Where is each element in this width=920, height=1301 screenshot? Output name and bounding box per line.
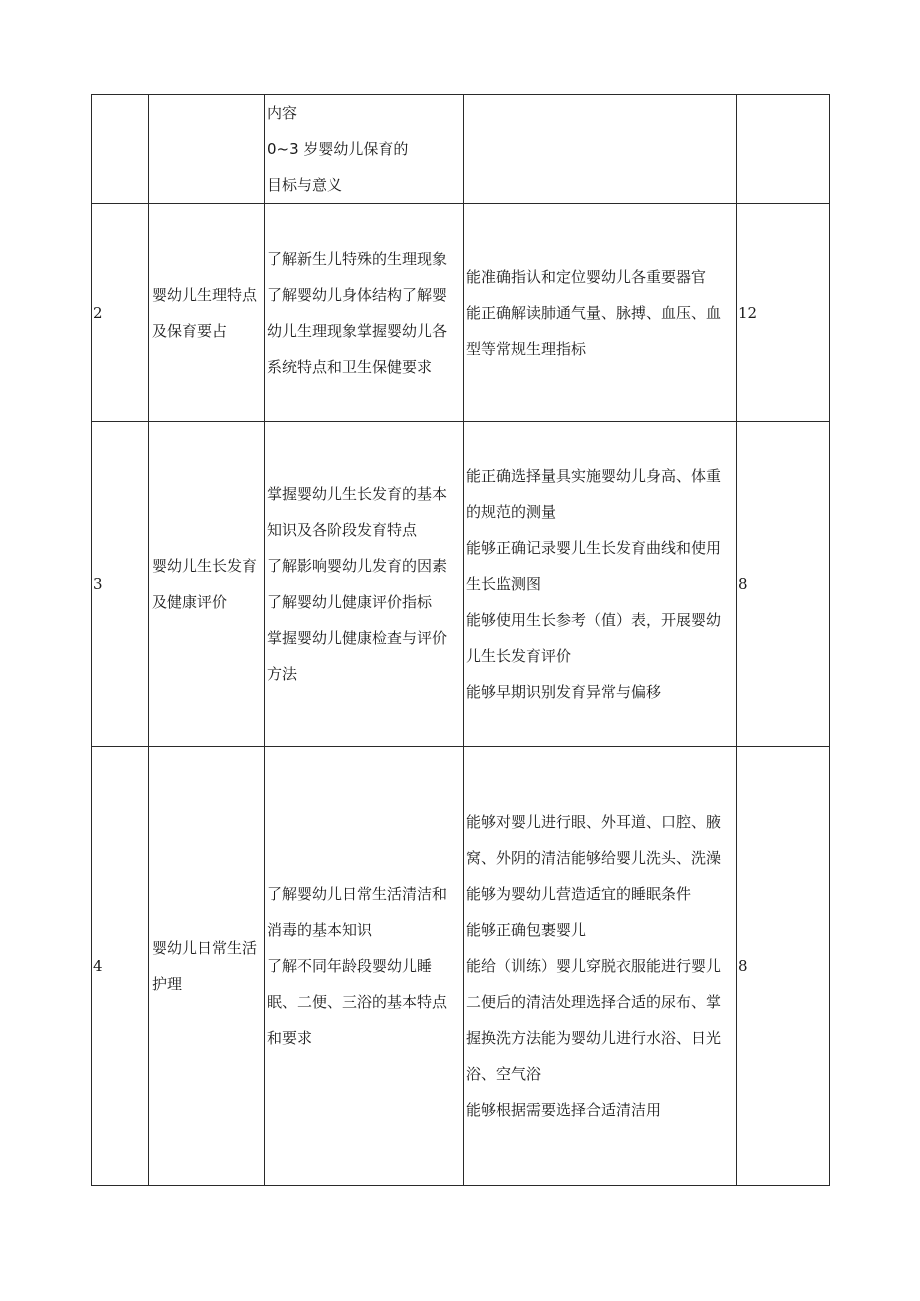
skill-line: 能够对婴儿进行眼、外耳道、口腔、腋窝、外阴的清洁能够给婴儿洗头、洗澡 bbox=[466, 813, 722, 867]
skill-line: 能正确解读肺通气量、脉搏、血压、血型等常规生理指标 bbox=[466, 303, 722, 358]
cell-number bbox=[92, 95, 149, 204]
cell-hours: 8 bbox=[737, 747, 830, 1186]
cell-knowledge bbox=[265, 204, 464, 422]
skill-line: 能正确选择量具实施婴幼儿身高、体重的规范的测量 bbox=[466, 467, 722, 521]
skill-line: 能够根据需要选择合适清洁用 bbox=[466, 1101, 662, 1119]
cell-hours: 8 bbox=[737, 422, 830, 747]
cell-knowledge bbox=[265, 422, 464, 747]
knowledge-line: 了解婴幼儿日常生活清洁和消毒的基本知识 bbox=[267, 885, 448, 939]
cell-knowledge bbox=[265, 95, 464, 204]
skill-line: 能给（训练）婴儿穿脱衣服能进行婴儿二便后的清洁处理选择合适的尿布、掌握换洗方法能为婴幼儿进行水浴、日光浴、空气浴 bbox=[466, 957, 722, 1083]
knowledge-line: 0~3 岁婴幼儿保育的 bbox=[267, 140, 409, 158]
knowledge-line: 了解新生儿特殊的生理现象 bbox=[267, 249, 448, 268]
syllabus-table bbox=[91, 94, 830, 1186]
knowledge-line: 了解婴幼儿身体结构了解婴幼儿生理现象掌握婴幼儿各系统特点和卫生保健要求 bbox=[267, 285, 448, 376]
table-row bbox=[92, 95, 830, 204]
skill-line: 能够早期识别发育异常与偏移 bbox=[466, 683, 662, 701]
cell-skills bbox=[464, 204, 737, 422]
knowledge-line: 掌握婴幼儿生长发育的基本知识及各阶段发育特点 bbox=[267, 485, 448, 539]
table-row bbox=[92, 422, 830, 747]
knowledge-line: 内容 bbox=[267, 104, 298, 122]
skill-line: 能准确指认和定位婴幼儿各重要器官 bbox=[466, 267, 707, 286]
skill-line: 能够正确包裹婴儿 bbox=[466, 921, 587, 939]
cell-number: 4 bbox=[92, 747, 149, 1186]
knowledge-line: 了解不同年龄段婴幼儿睡眠、二便、三浴的基本特点和要求 bbox=[267, 957, 448, 1047]
cell-topic: 婴幼儿日常生活护理 bbox=[149, 747, 265, 1186]
cell-topic: 婴幼儿生理特点及保育要占 bbox=[149, 204, 265, 422]
knowledge-line: 了解影响婴幼儿发育的因素 bbox=[267, 557, 448, 575]
cell-number: 3 bbox=[92, 422, 149, 747]
cell-topic: 婴幼儿生长发育及健康评价 bbox=[149, 422, 265, 747]
cell-topic bbox=[149, 95, 265, 204]
skill-line: 能够正确记录婴儿生长发育曲线和使用生长监测图 bbox=[466, 539, 722, 593]
knowledge-line: 目标与意义 bbox=[267, 176, 343, 194]
cell-skills bbox=[464, 747, 737, 1186]
cell-knowledge bbox=[265, 747, 464, 1186]
cell-number: 2 bbox=[92, 204, 149, 422]
cell-hours: 12 bbox=[737, 204, 830, 422]
table-row bbox=[92, 204, 830, 422]
knowledge-line: 掌握婴幼儿健康检查与评价方法 bbox=[267, 629, 448, 683]
skill-line: 能够使用生长参考（值）表，开展婴幼儿生长发育评价 bbox=[466, 611, 722, 665]
cell-hours bbox=[737, 95, 830, 204]
knowledge-line: 了解婴幼儿健康评价指标 bbox=[267, 593, 433, 611]
cell-skills bbox=[464, 422, 737, 747]
cell-skills bbox=[464, 95, 737, 204]
table-row bbox=[92, 747, 830, 1186]
skill-line: 能够为婴幼儿营造适宜的睡眠条件 bbox=[466, 885, 692, 903]
